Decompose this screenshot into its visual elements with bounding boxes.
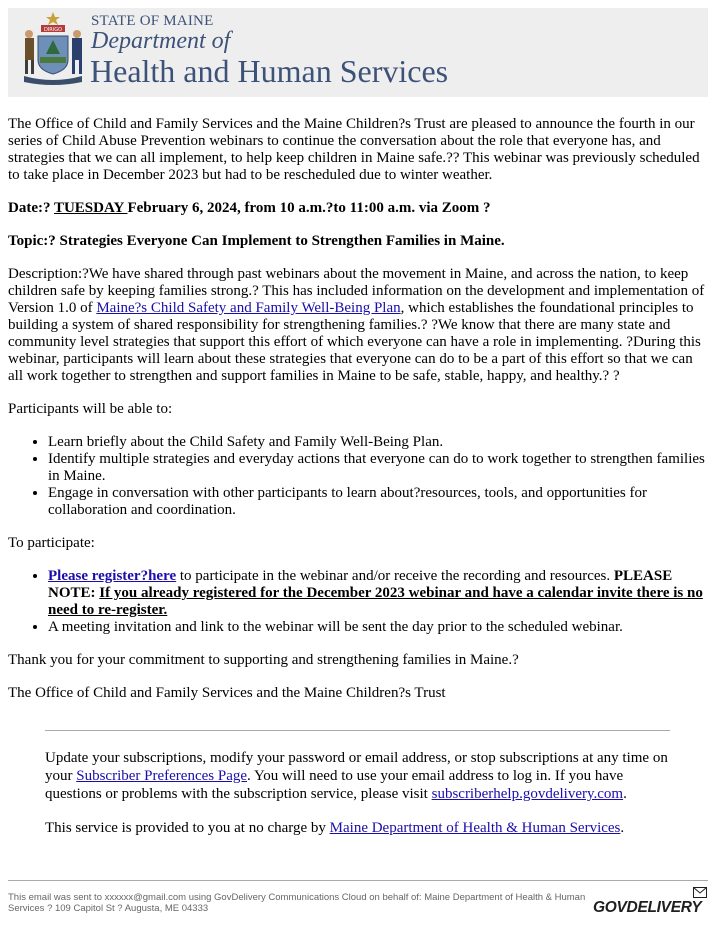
govdelivery-logo[interactable] (593, 887, 707, 917)
subscription-paragraph (45, 749, 670, 803)
service-paragraph (45, 819, 670, 837)
description-paragraph (8, 266, 708, 385)
maine-seal-icon (20, 10, 86, 88)
service-text-2: . (620, 820, 625, 836)
subscriber-help-link[interactable]: subscriberhelp.govdelivery.com (431, 786, 624, 802)
subscription-text-1: Update your subscriptions, modify your password or email address, or stop subscriptions at any time on your (45, 750, 668, 784)
subscriber-preferences-link[interactable]: Subscriber Preferences Page (76, 768, 248, 784)
date-line (8, 200, 708, 217)
date-value: February 6, 2024, from 10 a.m.?to 11:00 a.m. via Zoom ? (127, 200, 491, 216)
list-item (48, 568, 708, 619)
participate-list (8, 568, 708, 636)
topic-label: Topic:? (8, 233, 60, 249)
register-link[interactable]: Please register?here (48, 568, 177, 584)
service-text-1: This service is provided to you at no charge by (45, 820, 330, 836)
plan-link[interactable]: Maine?s Child Safety and Family Well-Being Plan (96, 300, 401, 316)
thanks-paragraph: Thank you for your commitment to supporting and strengthening families in Maine.? (8, 652, 519, 668)
department-title: Health and Human Services (90, 53, 449, 89)
signoff: The Office of Child and Family Services and the Maine Children?s Trust (8, 685, 446, 701)
email-body (8, 116, 708, 718)
list-item: • Learn briefly about the Child Safety and Family Well-Being Plan. (48, 434, 708, 451)
bottom-divider (8, 880, 708, 881)
participants-intro: Participants will be able to: (8, 401, 173, 417)
subscription-footer (45, 749, 670, 853)
list-item: • Identify multiple strategies and everyday actions that everyone can do to work together to strengthen families in Maine. (48, 451, 708, 485)
outcomes-list (8, 434, 708, 519)
description-text-1: Description:?We have shared through past webinars about the movement in Maine, and across the nation, to keep children safe by keeping families strong.? This has included information on the development and implementation of Version 1.0 of (8, 266, 705, 316)
subscription-text-3: . (623, 786, 627, 802)
date-day: TUESDAY (53, 200, 128, 216)
description-text-2: , which establishes the foundational principles to building a system of shared responsibility for strengthening families.? ?We know that there are many state and community level strategies that support this effort of which everyone can have a role in implementing. ?During this webinar, participants will learn about these strategies that everyone can do to be a part of this effort so that we can all work together to strengthen and support families in Maine to be safe, stable, happy, and healthy.? ? (8, 300, 701, 384)
register-text: to participate in the webinar and/or receive the recording and resources. (176, 568, 614, 584)
govdelivery-wordmark: GOVDELIVERY (593, 899, 702, 916)
department-label: Department of (91, 28, 231, 54)
svg-text:DIRIGO: DIRIGO (43, 27, 63, 33)
reregister-note: If you already registered for the December 2023 webinar and have a calendar invite there is no need to re-register. (48, 585, 703, 618)
topic-value: Strategies Everyone Can Implement to Strengthen Families in Maine. (59, 233, 505, 249)
dhhs-link[interactable]: Maine Department of Health & Human Services (329, 820, 621, 836)
footer-divider (45, 730, 670, 731)
intro-paragraph: The Office of Child and Family Services and the Maine Children?s Trust are pleased to announce the fourth in our series of Child Abuse Prevention webinars to continue the conversation about the role that everyone has, and strategies that we can all implement, to help keep children in Maine safe.?? This webinar was previously scheduled to take place in December 2023 but had to be rescheduled due to winter weather. (8, 116, 700, 183)
date-label: Date:? (8, 200, 54, 216)
envelope-icon (693, 887, 707, 898)
list-item: • Engage in conversation with other participants to learn about?resources, tools, and opportunities for collaboration and coordination. (48, 485, 708, 519)
sender-info: This email was sent to xxxxxx@gmail.com using GovDelivery Communications Cloud on behalf of: Maine Department of Health & Human Services ? 109 Capitol St ? Augusta, ME 04333 (8, 892, 586, 914)
subscription-text-2: . You will need to use your email address to log in. If you have questions or problems with the subscription service, please visit (45, 768, 624, 802)
list-item: • A meeting invitation and link to the webinar will be sent the day prior to the scheduled webinar. (48, 619, 708, 636)
to-participate-label: To participate: (8, 535, 95, 551)
topic-line (8, 233, 708, 250)
please-note-label: PLEASE NOTE: (48, 568, 673, 601)
header-banner (8, 8, 708, 97)
state-label: STATE OF MAINE (91, 13, 214, 29)
